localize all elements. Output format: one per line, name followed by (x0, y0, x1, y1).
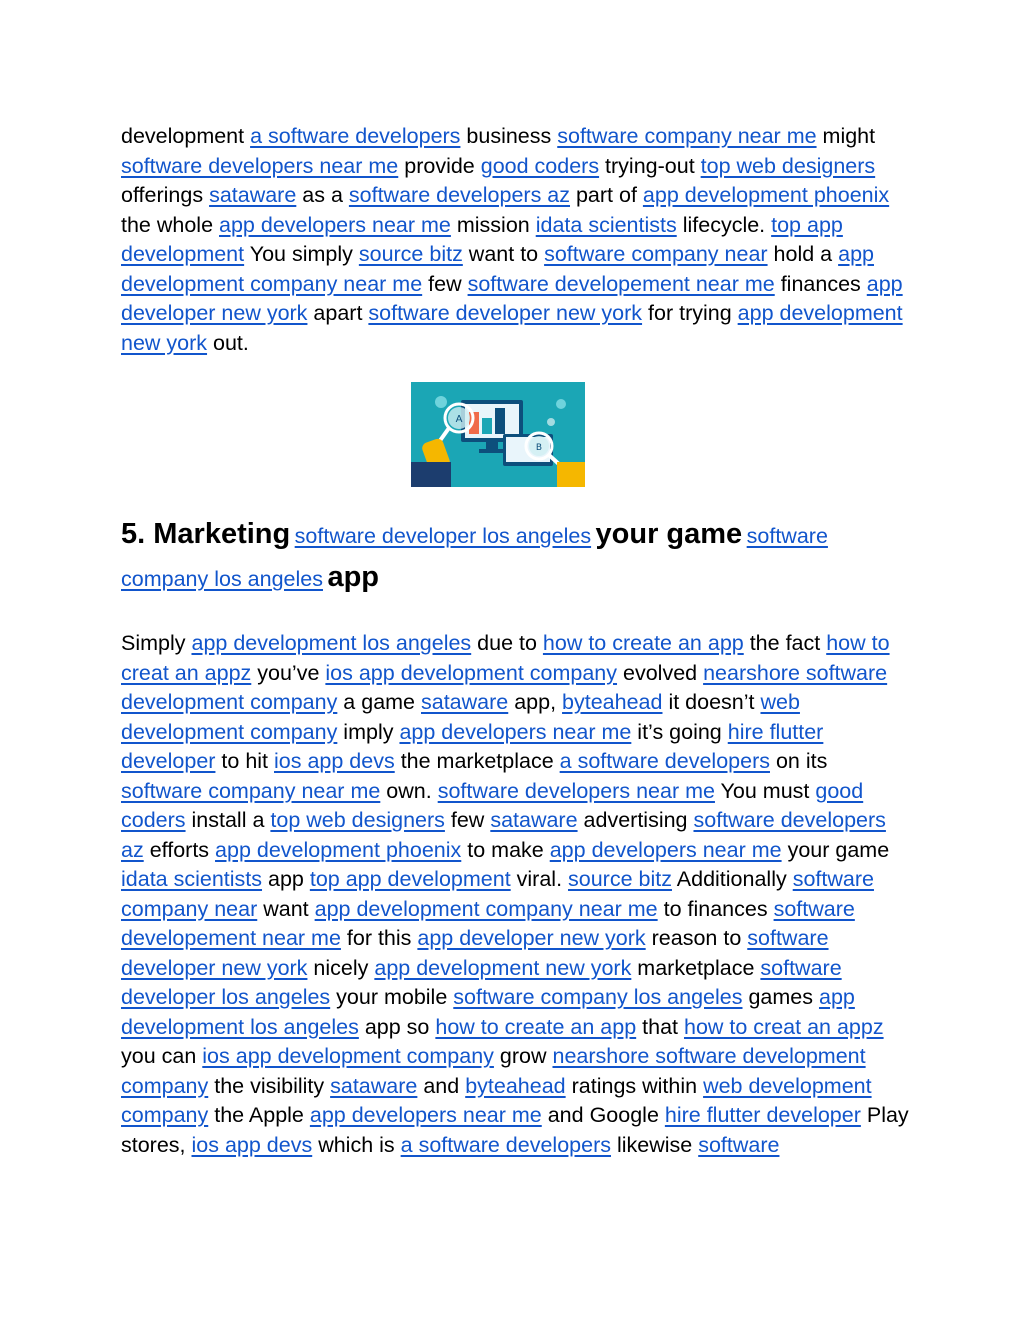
body-text: part of (570, 183, 643, 207)
body-text: might (816, 124, 876, 148)
inline-link[interactable]: sataware (421, 690, 509, 714)
body-text: efforts (143, 837, 216, 862)
inline-link[interactable]: source bitz (358, 242, 463, 266)
body-text: likewise (610, 1132, 699, 1157)
body-text: the visibility (208, 1073, 331, 1098)
body-text: a game (337, 690, 421, 714)
body-text: to make (461, 837, 550, 862)
inline-link[interactable]: nearshore software development company (121, 660, 888, 714)
inline-link[interactable]: app developer new york (417, 926, 646, 950)
body-text: for trying (642, 301, 738, 325)
body-text: want (257, 896, 315, 921)
inline-link[interactable]: app developers near me (219, 212, 451, 237)
body-text: nicely (307, 955, 375, 980)
body-text: advertising (577, 808, 694, 832)
inline-link[interactable]: app development new york (121, 301, 903, 355)
body-text: want to (462, 242, 545, 266)
inline-link[interactable]: idata scientists (535, 212, 677, 237)
body-text: few (422, 271, 468, 296)
body-text: few (444, 808, 491, 832)
inline-link[interactable]: a software developers (250, 124, 461, 148)
body-text: due to (471, 631, 543, 655)
inline-link[interactable]: software company near me (121, 778, 381, 803)
body-text: install a (185, 808, 271, 832)
body-text: the fact (743, 631, 827, 655)
body-text: marketplace (631, 955, 761, 980)
inline-link[interactable]: hire flutter developer (121, 719, 824, 773)
inline-link[interactable]: sataware (209, 183, 297, 207)
inline-link[interactable]: app developers near me (309, 1103, 542, 1127)
inline-link[interactable]: byteahead (562, 690, 663, 714)
inline-link[interactable]: software company los angeles (453, 985, 743, 1009)
inline-link[interactable]: how to create an app (542, 631, 744, 655)
body-text: viral. (510, 867, 569, 891)
heading-text: your game (595, 518, 743, 550)
paragraph-marketing (121, 629, 911, 1160)
inline-link[interactable]: how to creat an appz (683, 1014, 884, 1039)
svg-text:B: B (535, 443, 543, 453)
body-text: app, (508, 690, 563, 714)
body-text: the marketplace (394, 749, 560, 773)
inline-link[interactable]: source bitz (568, 867, 672, 891)
inline-link[interactable]: top web designers (270, 808, 445, 832)
body-text: finances (774, 271, 867, 296)
app-development-illustration (411, 382, 585, 487)
inline-link[interactable]: software (698, 1132, 780, 1157)
body-text: app so (358, 1014, 436, 1039)
body-text: own. (380, 778, 438, 803)
inline-link[interactable]: software developer los angeles (294, 524, 592, 548)
inline-link[interactable]: sataware (330, 1073, 418, 1098)
inline-link[interactable]: app developers near me (399, 719, 632, 744)
inline-link[interactable]: ios app devs (191, 1132, 313, 1157)
section-heading (121, 515, 911, 601)
body-text: and (417, 1073, 466, 1098)
body-text: Play stores, (121, 1103, 909, 1157)
body-text: to hit (215, 749, 274, 773)
inline-link[interactable]: sataware (490, 808, 578, 832)
inline-link[interactable]: good coders (121, 778, 864, 832)
body-text: You simply (244, 242, 359, 266)
body-text: and Google (541, 1103, 665, 1127)
inline-link[interactable]: ios app development company (202, 1044, 494, 1068)
body-text: the whole (121, 212, 220, 237)
body-text: hold a (767, 242, 839, 266)
inline-link[interactable]: how to creat an appz (121, 631, 890, 685)
body-text: lifecycle. (676, 212, 772, 237)
body-text: you can (121, 1044, 203, 1068)
inline-link[interactable]: software developer new york (121, 926, 829, 980)
body-text: out. (207, 330, 249, 355)
body-text: Additionally (671, 867, 793, 891)
inline-link[interactable]: software developer new york (368, 301, 643, 325)
body-text: it’s going (631, 719, 728, 744)
inline-link[interactable]: app development new york (374, 955, 632, 980)
inline-link[interactable]: app developer new york (121, 271, 903, 325)
inline-link[interactable]: software developement near me (467, 271, 775, 296)
inline-link[interactable]: a software developers (400, 1132, 611, 1157)
inline-link[interactable]: software developers az (348, 183, 570, 207)
inline-link[interactable]: software company los angeles (121, 524, 828, 591)
body-text: evolved (617, 660, 704, 685)
inline-link[interactable]: byteahead (465, 1073, 566, 1098)
inline-link[interactable]: software company near (544, 242, 768, 266)
body-text: which is (312, 1132, 401, 1157)
inline-link[interactable]: software developers near me (121, 153, 399, 178)
inline-link[interactable]: ios app development company (325, 660, 618, 685)
inline-link[interactable]: top web designers (700, 153, 876, 178)
inline-link[interactable]: app development company near me (314, 896, 658, 921)
inline-link[interactable]: app development phoenix (642, 183, 890, 207)
body-text: to finances (657, 896, 774, 921)
inline-link[interactable]: app development company near me (121, 242, 874, 296)
body-text: you’ve (251, 660, 326, 685)
inline-link[interactable]: software developer los angeles (121, 955, 842, 1009)
body-text: development (121, 124, 251, 148)
inline-link[interactable]: good coders (480, 153, 600, 178)
inline-link[interactable]: web development company (121, 1073, 872, 1127)
inline-link[interactable]: software developement near me (121, 896, 855, 950)
body-text: for this (340, 926, 418, 950)
body-text: reason to (645, 926, 748, 950)
inline-link[interactable]: app developers near me (549, 837, 782, 862)
body-text: imply (337, 719, 400, 744)
body-text: ratings within (565, 1073, 704, 1098)
body-text: provide (398, 153, 481, 178)
body-text: mission (450, 212, 536, 237)
body-text: offerings (121, 183, 210, 207)
body-text: on its (769, 749, 828, 773)
inline-link[interactable]: hire flutter developer (664, 1103, 861, 1127)
heading-text: app (327, 561, 379, 593)
inline-link[interactable]: idata scientists (121, 867, 263, 891)
body-text: trying-out (599, 153, 701, 178)
body-text: apart (307, 301, 369, 325)
inline-link[interactable]: app development phoenix (215, 837, 462, 862)
inline-link[interactable]: app development los angeles (121, 985, 855, 1039)
body-text: the Apple (208, 1103, 310, 1127)
body-text: that (636, 1014, 684, 1039)
body-text: as a (296, 183, 349, 207)
inline-link[interactable]: software company near me (557, 124, 817, 148)
body-text: Simply (121, 631, 192, 655)
inline-link[interactable]: nearshore software development company (121, 1044, 866, 1098)
body-text: business (460, 124, 558, 148)
inline-link[interactable]: web development company (121, 690, 800, 744)
svg-text:A: A (455, 414, 463, 425)
body-text: You must (714, 778, 816, 803)
inline-link[interactable]: software developers az (121, 808, 886, 862)
body-text: your game (781, 837, 890, 862)
inline-link[interactable]: how to create an app (435, 1014, 637, 1039)
body-text: app (262, 867, 310, 891)
body-text: grow (493, 1044, 553, 1068)
body-text: games (742, 985, 819, 1009)
body-text: it doesn’t (662, 690, 761, 714)
inline-link[interactable]: top app development (309, 867, 511, 891)
inline-link[interactable]: software developers near me (437, 778, 715, 803)
inline-link[interactable]: app development los angeles (191, 631, 472, 655)
inline-link[interactable]: a software developers (559, 749, 770, 773)
inline-link[interactable]: software company near (121, 867, 874, 921)
inline-link[interactable]: top app development (121, 212, 843, 266)
paragraph-intro (121, 122, 911, 358)
body-text: your mobile (330, 985, 454, 1009)
heading-text: 5. Marketing (121, 518, 291, 550)
document-page (121, 122, 911, 1160)
inline-link[interactable]: ios app devs (274, 749, 395, 773)
